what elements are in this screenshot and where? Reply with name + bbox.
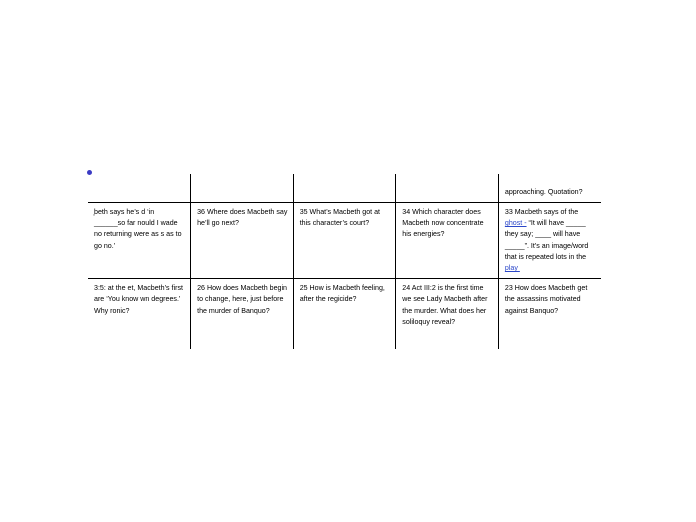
- revision-questions-table: [88, 174, 601, 349]
- cell-r3c1-text: 3:5: at the et, Macbeth’s first are ‘You know wn degrees.’ Why ronic?: [94, 284, 185, 315]
- cell-r2c2[interactable]: [191, 203, 294, 279]
- text-run: “It will have _____ they say; ____ will have _____”. It’s an image/word that is repeated lots in the: [504, 219, 591, 261]
- cell-r2c3-text: 35 What’s Macbeth got at this character’s court?: [299, 208, 382, 228]
- hyperlink-run[interactable]: play: [504, 264, 520, 273]
- cell-r2c2-text: 36 Where does Macbeth say he’ll go next?: [197, 208, 290, 228]
- cell-r3c3[interactable]: [293, 279, 396, 350]
- cell-r1c1[interactable]: [88, 174, 191, 203]
- cell-r3c5-text: 23 How does Macbeth get the assassins motivated against Banquo?: [504, 284, 590, 315]
- table-row: [88, 203, 601, 279]
- cell-r2c5[interactable]: [498, 203, 601, 279]
- cell-r2c3[interactable]: [293, 203, 396, 279]
- cell-r3c2-text: 26 How does Macbeth begin to change, here, just before the murder of Banquo?: [197, 284, 289, 315]
- cell-r3c1[interactable]: [88, 279, 191, 350]
- cell-r2c5-text: [505, 207, 596, 274]
- hyperlink-run[interactable]: ghost -: [504, 219, 527, 228]
- cell-r3c4-text: 24 Act III:2 is the first time we see Lady Macbeth after the murder. What does her soliloquy reveal?: [402, 284, 490, 326]
- table-row: [88, 174, 601, 203]
- cell-r1c3[interactable]: [293, 174, 396, 203]
- cell-r2c1-text: ̧beth says he’s d ‘in ______so far nould I wade no returning were as s as to go no.’: [94, 208, 184, 250]
- table-row: [88, 279, 601, 350]
- cell-r2c1[interactable]: [88, 203, 191, 279]
- cell-r1c2[interactable]: [191, 174, 294, 203]
- cell-r3c3-text: 25 How is Macbeth feeling, after the regicide?: [299, 284, 387, 304]
- cell-r1c5-text: approaching. Quotation?: [504, 187, 583, 196]
- cell-r3c2[interactable]: [191, 279, 294, 350]
- cell-r1c5[interactable]: [498, 174, 601, 203]
- cell-r2c4[interactable]: [396, 203, 499, 279]
- text-run: 33 Macbeth says of the: [504, 208, 581, 216]
- cell-r1c4[interactable]: [396, 174, 499, 203]
- cell-r3c5[interactable]: [498, 279, 601, 350]
- cell-r3c4[interactable]: [396, 279, 499, 350]
- cell-r2c4-text: 34 Which character does Macbeth now concentrate his energies?: [402, 208, 486, 239]
